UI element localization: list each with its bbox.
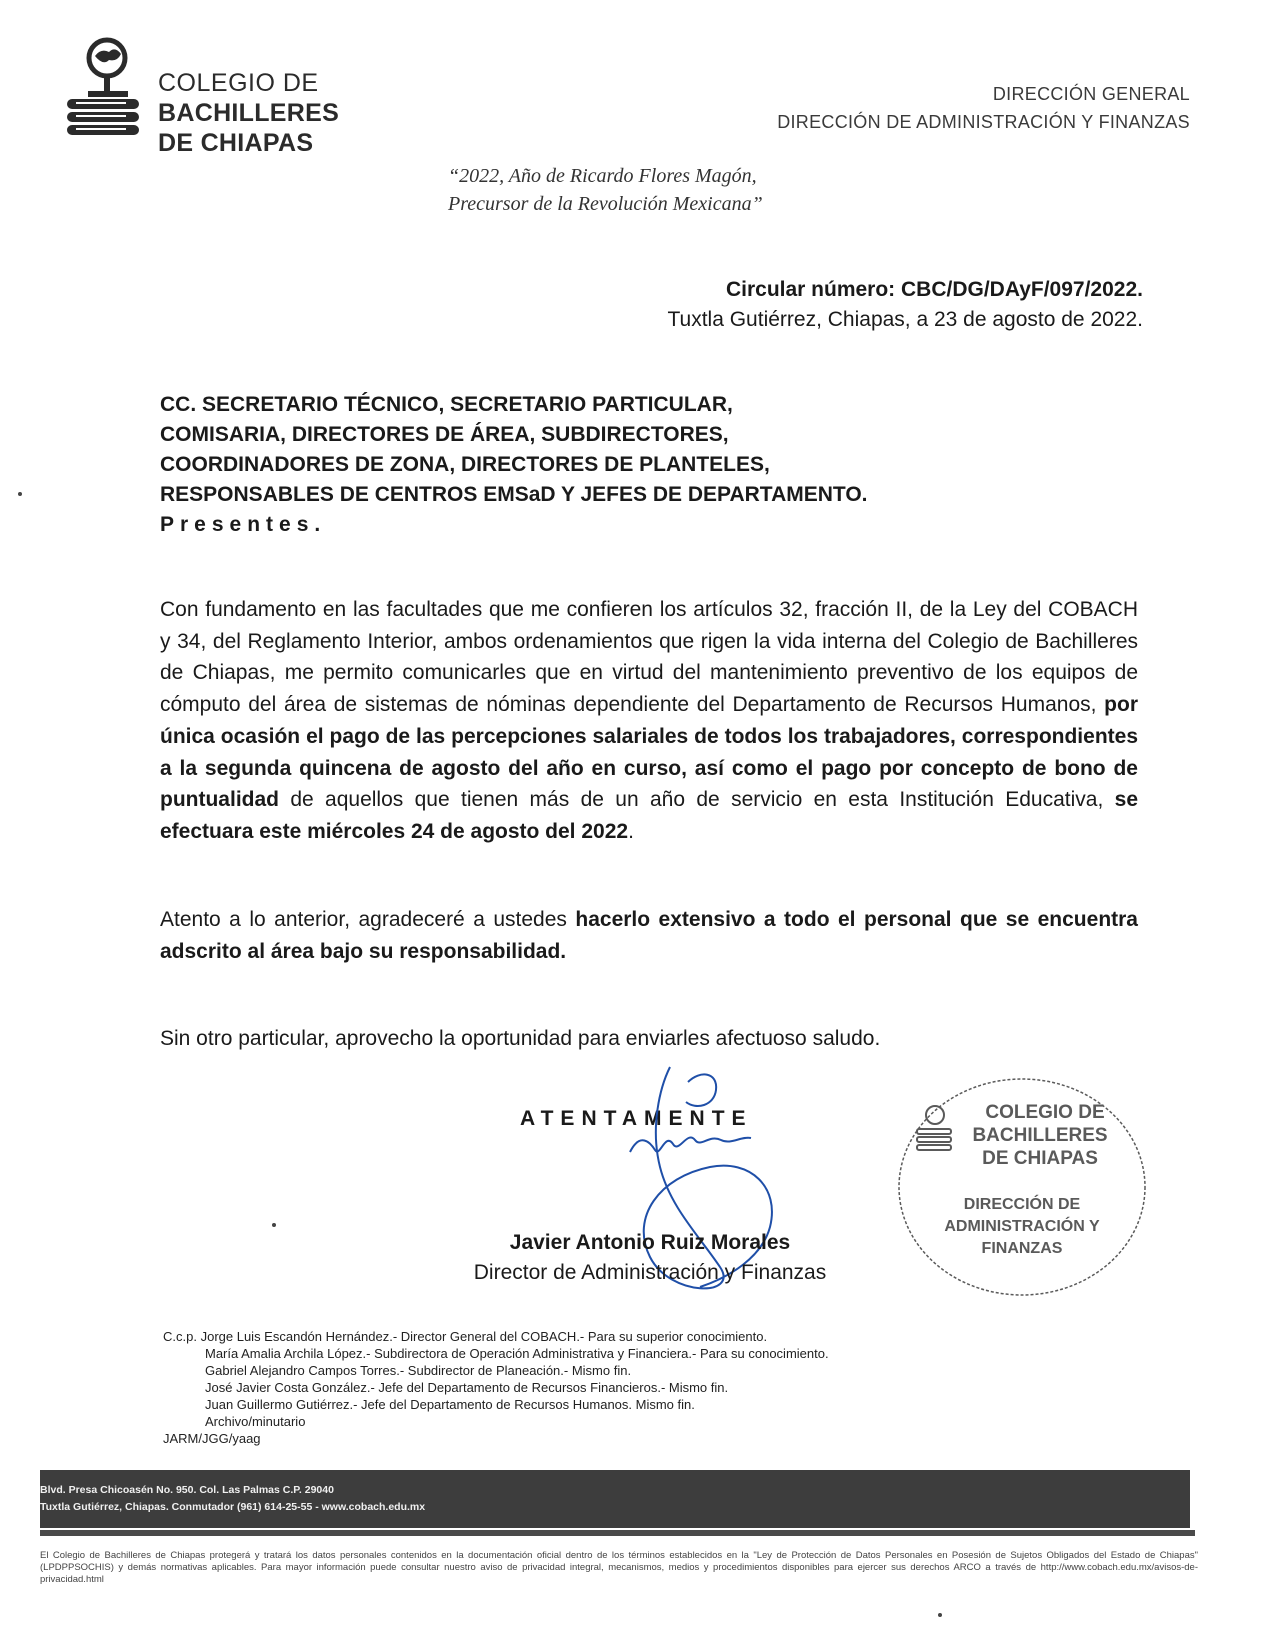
ccp-row: Juan Guillermo Gutiérrez.- Jefe del Departamento de Recursos Humanos. Mismo fin. — [205, 1397, 695, 1412]
logo-wordmark — [158, 68, 339, 158]
carbon-copy-list — [163, 1328, 829, 1447]
scan-speck — [938, 1613, 942, 1617]
dept-admin: DIRECCIÓN DE ADMINISTRACIÓN Y FINANZAS — [777, 112, 1190, 132]
motto-line-1: “2022, Año de Ricardo Flores Magón, — [448, 165, 757, 187]
body-paragraph-3: Sin otro particular, aprovecho la oportunidad para enviarles afectuoso saludo. — [160, 1027, 881, 1050]
addressee-line-2: COMISARIA, DIRECTORES DE ÁREA, SUBDIRECTORES, — [160, 423, 729, 446]
footer-divider — [40, 1530, 1195, 1536]
signer-name: Javier Antonio Ruiz Morales — [509, 1231, 791, 1254]
addressee-line-1: CC. SECRETARIO TÉCNICO, SECRETARIO PARTICULAR, — [160, 393, 733, 416]
ccp-row: Archivo/minutario — [205, 1414, 306, 1429]
seal-line-3: DE CHIAPAS — [982, 1148, 1098, 1169]
ccp-row: Jorge Luis Escandón Hernández.- Director General del COBACH.- Para su superior conocimiento. — [200, 1329, 768, 1344]
footer-address-line-1: Blvd. Presa Chicoasén No. 950. Col. Las Palmas C.P. 29040 — [40, 1484, 334, 1496]
logo-line-3: DE CHIAPAS — [158, 129, 314, 157]
dept-general: DIRECCIÓN GENERAL — [992, 84, 1190, 104]
scan-speck — [272, 1223, 276, 1227]
department-header — [777, 80, 1190, 136]
motto-line-2: Precursor de la Revolución Mexicana” — [448, 193, 763, 215]
place-date: Tuxtla Gutiérrez, Chiapas, a 23 de agosto de 2022. — [667, 308, 1143, 331]
p1-bold-b: por única ocasión el pago de las percepciones salariales de todos los trabajadores, correspondientes a la segunda quincena de agosto del año en curso, así como el pago por concepto de bono de puntualidad — [160, 693, 1138, 812]
privacy-notice: El Colegio de Bachilleres de Chiapas protegerá y tratará los datos personales contenidos en la documentación oficial dentro de los términos establecidos en la "Ley de Protección de Datos Personales en Posesión de Sujetos Obligados del Estado de Chiapas" (LPDPPSOCHIS) y demás normativas aplicables. Para mayor información puede consultar nuestro aviso de privacidad integral, mecanismos, medios y procedimientos disponibles para ejercer sus derechos ARCO a través de http://www.cobach.edu.mx/avisos-de-privacidad.html — [40, 1550, 1198, 1585]
p2-bold-b: hacerlo extensivo a todo el personal que se encuentra adscrito al área bajo su responsabilidad. — [160, 908, 1138, 963]
circular-number: Circular número: CBC/DG/DAyF/097/2022. — [725, 278, 1143, 301]
signer-title: Director de Administración y Finanzas — [473, 1261, 827, 1284]
p1-text-e: . — [628, 819, 634, 843]
body-paragraph-2 — [160, 904, 1138, 967]
addressee-line-4: RESPONSABLES DE CENTROS EMSaD Y JEFES DE DEPARTAMENTO. — [160, 483, 868, 506]
addressee-block — [160, 390, 1160, 540]
p1-text-a: Con fundamento en las facultades que me confieren los artículos 32, fracción II, de la Ley del COBACH y 34, del Reglamento Interior, ambos ordenamientos que rigen la vida interna del Colegio de Bachilleres de Chiapas, me permito comunicarles que en virtud del mantenimiento preventivo de los equipos de cómputo del área de sistemas de nóminas dependiente del Departamento de Recursos Humanos, — [160, 598, 1138, 717]
p1-bold-d: se efectuara este miércoles 24 de agosto del 2022 — [160, 788, 1138, 843]
p2-text-a: Atento a lo anterior, agradeceré a ustedes — [160, 908, 576, 931]
logo-line-1: COLEGIO DE — [158, 69, 319, 97]
presentes: Presentes. — [160, 513, 327, 536]
seal-line-6: FINANZAS — [981, 1240, 1063, 1257]
institution-seal — [895, 1075, 1150, 1300]
seal-line-4: DIRECCIÓN DE — [963, 1196, 1081, 1213]
signer-block — [430, 1228, 870, 1288]
ccp-row: Gabriel Alejandro Campos Torres.- Subdirector de Planeación.- Mismo fin. — [205, 1363, 632, 1378]
ccp-initials: JARM/JGG/yaag — [163, 1431, 261, 1446]
footer-address-bar — [40, 1470, 1190, 1528]
cobach-logo-icon — [62, 36, 152, 146]
ccp-row: María Amalia Archila López.- Subdirectora de Operación Administrativa y Financiera.- Para su conocimiento. — [205, 1346, 829, 1361]
seal-line-5: ADMINISTRACIÓN Y — [944, 1218, 1100, 1235]
p1-text-c: de aquellos que tienen más de un año de servicio en esta Institución Educativa, — [279, 788, 1115, 812]
closing-atentamente: ATENTAMENTE — [520, 1107, 753, 1130]
scan-speck — [18, 492, 22, 496]
year-motto — [448, 162, 763, 218]
seal-line-2: BACHILLERES — [972, 1125, 1108, 1146]
ccp-row: José Javier Costa González.- Jefe del Departamento de Recursos Financieros.- Mismo fin. — [205, 1380, 729, 1395]
seal-line-1: COLEGIO DE — [985, 1102, 1105, 1123]
footer-address-line-2: Tuxtla Gutiérrez, Chiapas. Conmutador (961) 614-25-55 - www.cobach.edu.mx — [40, 1501, 426, 1513]
ccp-label: C.c.p. — [163, 1329, 197, 1344]
body-paragraph-1 — [160, 594, 1138, 848]
circular-reference — [667, 275, 1143, 335]
logo-line-2: BACHILLERES — [158, 99, 340, 127]
addressee-line-3: COORDINADORES DE ZONA, DIRECTORES DE PLANTELES, — [160, 453, 770, 476]
